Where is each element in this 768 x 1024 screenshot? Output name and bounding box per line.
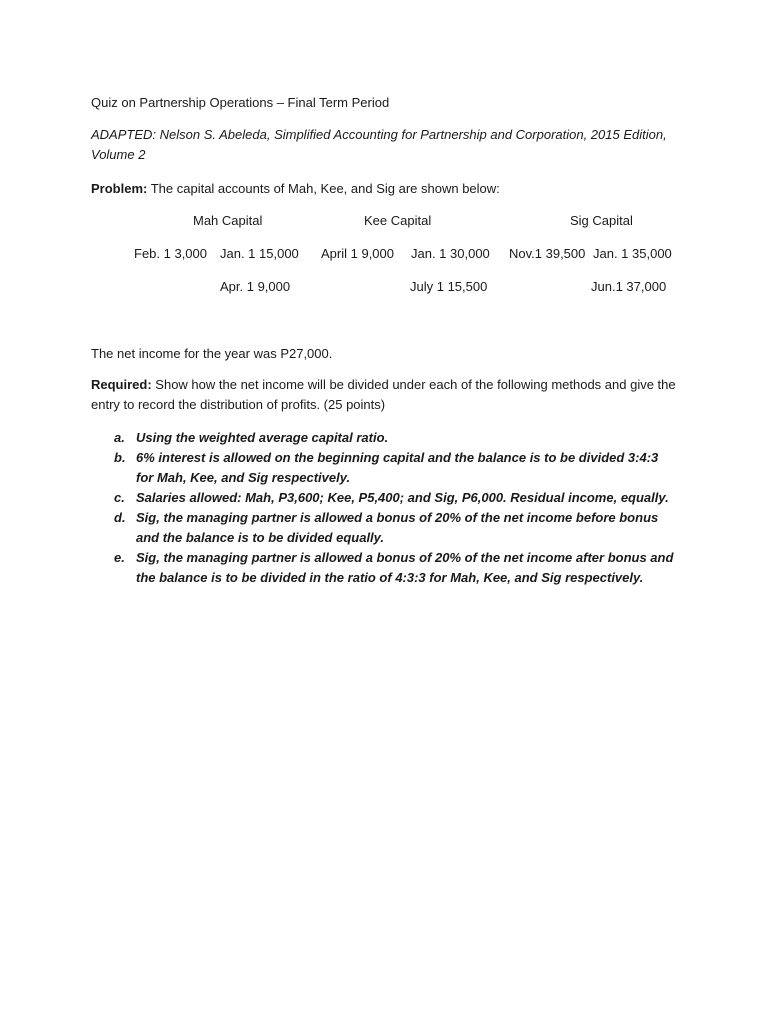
method-item [108, 488, 678, 508]
required-text: Show how the net income will be divided under each of the following methods and give the entry to record the distribution of profits. (25 points) [91, 377, 676, 412]
net-income-text: The net income for the year was P27,000. [91, 346, 333, 361]
adapted-text: Nelson S. Abeleda, Simplified Accounting for Partnership and Corporation, 2015 Edition, Volume 2 [91, 127, 667, 162]
problem-text: The capital accounts of Mah, Kee, and Sig are shown below: [150, 181, 500, 196]
document-title [91, 93, 389, 113]
method-item [108, 508, 678, 548]
kee-debit-april1: April 1 9,000 [321, 246, 394, 261]
method-item [108, 548, 678, 588]
adapted-source [91, 125, 681, 165]
kee-credit-jan1: Jan. 1 30,000 [411, 246, 490, 261]
sig-credit-jan1: Jan. 1 35,000 [593, 246, 672, 261]
mah-credit-jan1: Jan. 1 15,000 [220, 246, 299, 261]
title-text: Quiz on Partnership Operations – Final Term Period [91, 95, 390, 110]
adapted-label: ADAPTED: [91, 127, 157, 142]
required-label: Required: [91, 377, 152, 392]
method-marker: c. [114, 490, 125, 505]
mah-capital-header: Mah Capital [193, 213, 263, 228]
method-text: Using the weighted average capital ratio. [136, 430, 389, 445]
method-marker: d. [114, 510, 126, 525]
mah-credit-apr1: Apr. 1 9,000 [220, 279, 291, 294]
mah-debit-feb1: Feb. 1 3,000 [134, 246, 207, 261]
methods-list [108, 428, 678, 588]
method-marker: a. [114, 430, 125, 445]
sig-capital-header: Sig Capital [570, 213, 633, 228]
required-statement [91, 375, 681, 415]
method-text: 6% interest is allowed on the beginning capital and the balance is to be divided 3:4:3 for Mah, Kee, and Sig respectively. [136, 450, 659, 485]
method-text: Sig, the managing partner is allowed a bonus of 20% of the net income after bonus and the balance is to be divided in the ratio of 4:3:3 for Mah, Kee, and Sig respectively. [136, 550, 674, 585]
method-text: Sig, the managing partner is allowed a bonus of 20% of the net income before bonus and the balance is to be divided equally. [136, 510, 659, 545]
kee-credit-july1: July 1 15,500 [410, 279, 488, 294]
problem-statement [91, 179, 500, 199]
method-marker: e. [114, 550, 125, 565]
method-item [108, 428, 678, 448]
method-text: Salaries allowed: Mah, P3,600; Kee, P5,400; and Sig, P6,000. Residual income, equally. [136, 490, 669, 505]
net-income-statement [91, 344, 332, 364]
sig-credit-jun1: Jun.1 37,000 [591, 279, 667, 294]
method-item [108, 448, 678, 488]
method-marker: b. [114, 450, 126, 465]
problem-label: Problem: [91, 181, 148, 196]
kee-capital-header: Kee Capital [364, 213, 432, 228]
sig-debit-nov1: Nov.1 39,500 [509, 246, 586, 261]
